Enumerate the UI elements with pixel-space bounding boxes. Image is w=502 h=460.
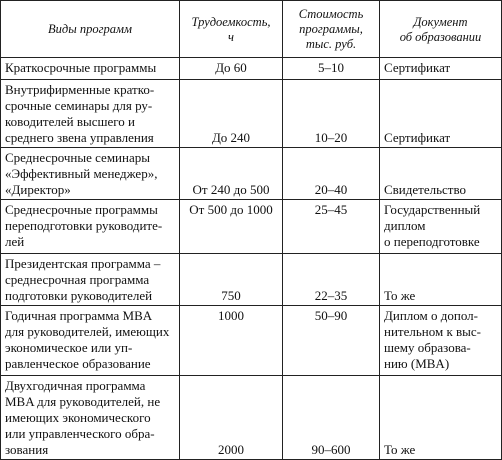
program-name-line: имеющих экономического	[5, 410, 151, 425]
program-document	[380, 200, 502, 254]
program-name-line: «Директор»	[5, 182, 71, 197]
program-name	[1, 306, 180, 376]
header-line: программы,	[299, 22, 363, 36]
document-line: о переподготовке	[384, 234, 480, 249]
program-name-line: Краткосрочные программы	[5, 60, 157, 75]
program-name-line: среднего звена управления	[5, 130, 154, 145]
program-cost: 5–10	[283, 58, 380, 80]
program-name-line: Президентская программа –	[5, 256, 161, 271]
program-name-line: для руководителей, имеющих	[5, 324, 170, 339]
program-hours: 1000	[180, 306, 283, 376]
header-line: Трудоемкость,	[191, 14, 271, 29]
program-cost: 22–35	[283, 254, 380, 306]
document-line: То же	[384, 442, 416, 457]
document-line: нию (MBA)	[384, 356, 450, 371]
program-name-line: или управленческого обра-	[5, 426, 155, 441]
program-name-line: Внутрифирменные кратко-	[5, 82, 155, 97]
program-name	[1, 200, 180, 254]
program-cost: 20–40	[283, 148, 380, 200]
program-name-line: Среднесрочные семинары	[5, 150, 150, 165]
table-row	[1, 148, 502, 200]
program-name-line: Среднесрочные программы	[5, 202, 158, 217]
document-line: шему образова-	[384, 340, 471, 355]
header-line: ч	[228, 29, 234, 44]
program-document	[380, 148, 502, 200]
program-name-line: лей	[5, 234, 25, 249]
program-name	[1, 80, 180, 148]
program-hours: 750	[180, 254, 283, 306]
program-hours: До 240	[180, 80, 283, 148]
document-line: нительном к выс-	[384, 324, 482, 339]
header-line: об образовании	[399, 29, 482, 44]
program-name-line: Годичная программа MBA	[5, 308, 153, 323]
document-line: Диплом о допол-	[384, 308, 478, 323]
program-name-line: MBA для руководителей, не	[5, 394, 161, 409]
header-program-cost	[283, 1, 380, 58]
document-line: То же	[384, 288, 416, 303]
document-line: Свидетельство	[384, 182, 467, 197]
header-row	[1, 1, 502, 58]
program-name-line: ководителей высшего и	[5, 114, 135, 129]
header-education-document	[380, 1, 502, 58]
program-document	[380, 376, 502, 460]
program-name-line: среднесрочная программа	[5, 272, 150, 287]
document-line: Сертификат	[384, 130, 451, 145]
program-cost: 50–90	[283, 306, 380, 376]
program-document	[380, 254, 502, 306]
program-cost: 90–600	[283, 376, 380, 460]
program-document	[380, 306, 502, 376]
program-document	[380, 58, 502, 80]
header-line: Стоимость	[298, 7, 364, 21]
program-name-line: переподготовки руководите-	[5, 218, 163, 233]
header-line: Виды программ	[48, 22, 132, 36]
program-name-line: подготовки руководителей	[5, 288, 153, 303]
program-name	[1, 58, 180, 80]
program-name	[1, 254, 180, 306]
program-document	[380, 80, 502, 148]
program-name-line: Двухгодичная программа	[5, 378, 146, 393]
program-name-line: экономическое или уп-	[5, 340, 133, 355]
program-name-line: равленческое образование	[5, 356, 151, 371]
program-name	[1, 148, 180, 200]
program-hours: От 500 до 1000	[180, 200, 283, 254]
program-hours: От 240 до 500	[180, 148, 283, 200]
program-name-line: «Эффективный менеджер»,	[5, 166, 158, 181]
header-labor-intensity	[180, 1, 283, 58]
header-line: тыс. руб.	[305, 37, 357, 51]
program-cost: 25–45	[283, 200, 380, 254]
program-cost: 10–20	[283, 80, 380, 148]
program-hours: 2000	[180, 376, 283, 460]
header-program-types	[1, 1, 180, 58]
program-name-line: срочные семинары для ру-	[5, 98, 153, 113]
header-line: Документ	[413, 14, 468, 29]
table-row	[1, 200, 502, 254]
table-row	[1, 254, 502, 306]
table-row	[1, 306, 502, 376]
document-line: диплом	[384, 218, 426, 233]
document-line: Государственный	[384, 202, 481, 217]
program-hours: До 60	[180, 58, 283, 80]
table-row	[1, 376, 502, 460]
program-name	[1, 376, 180, 460]
program-name-line: зования	[5, 442, 49, 457]
table-row	[1, 58, 502, 80]
document-line: Сертификат	[384, 60, 451, 75]
table-row	[1, 80, 502, 148]
